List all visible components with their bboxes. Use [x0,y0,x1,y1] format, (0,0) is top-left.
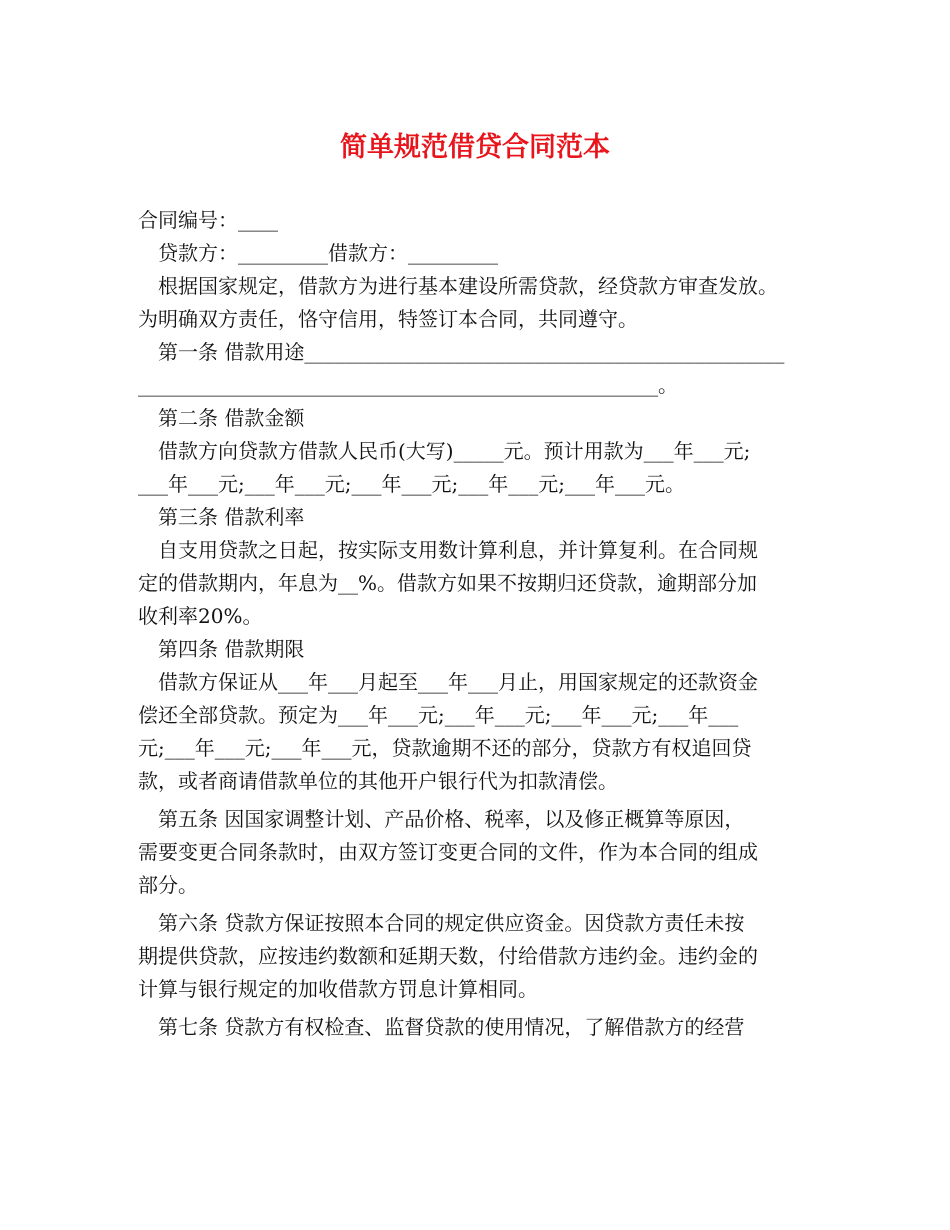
article-7-line-1: 第七条 贷款方有权检查、监督贷款的使用情况，了解借款方的经营 [138,1015,745,1039]
article-4-line-4: 款，或者商请借款单位的其他开户银行代为扣款清偿。 [138,769,618,793]
article-2-heading: 第二条 借款金额 [138,406,305,430]
article-6-line-1: 第六条 贷款方保证按照本合同的规定供应资金。因贷款方责任未按 [138,911,745,935]
article-5-line-2: 需要变更合同条款时，由双方签订变更合同的文件，作为本合同的组成 [138,840,758,864]
article-4-line-1: 借款方保证从___年___月起至___年___月止，用国家规定的还款资金 [138,670,758,694]
article-2-line-1: 借款方向贷款方借款人民币(大写)_____元。预计用款为___年___元; [138,439,751,463]
article-6-line-3: 计算与银行规定的加收借款方罚息计算相同。 [138,977,538,1001]
preamble-line-1: 根据国家规定，借款方为进行基本建设所需贷款，经贷款方审查发放。 [138,274,778,298]
article-2-line-2: ___年___元;___年___元;___年___元;___年___元;___年___元。 [138,472,685,496]
article-5-line-1: 第五条 因国家调整计划、产品价格、税率，以及修正概算等原因， [138,807,745,831]
parties-line: 贷款方：_________借款方：_________ [138,241,498,265]
contract-number-line: 合同编号：____ [138,208,278,232]
preamble-line-2: 为明确双方责任，恪守信用，特签订本合同，共同遵守。 [138,307,638,331]
article-4-line-3: 元;___年___元;___年___元，贷款逾期不还的部分，贷款方有权追回贷 [138,736,752,760]
article-3-line-2: 定的借款期内，年息为__%。借款方如果不按期归还贷款，逾期部分加 [138,571,758,595]
article-1-line-1: 第一条 借款用途________________________________________________ [138,340,785,364]
document-body [138,204,814,1044]
article-3-line-1: 自支用贷款之日起，按实际支用数计算利息，并计算复利。在合同规 [138,538,758,562]
article-5-line-3: 部分。 [138,873,198,897]
article-4-line-2: 偿还全部贷款。预定为___年___元;___年___元;___年___元;___年___ [138,703,739,727]
article-1-line-2: ____________________________________________________。 [138,373,678,397]
article-3-line-3: 收利率20%。 [138,604,263,628]
article-3-heading: 第三条 借款利率 [138,505,305,529]
article-6-line-2: 期提供贷款，应按违约数额和延期天数，付给借款方违约金。违约金的 [138,944,758,968]
article-4-heading: 第四条 借款期限 [138,637,305,661]
document-title: 简单规范借贷合同范本 [340,132,610,163]
